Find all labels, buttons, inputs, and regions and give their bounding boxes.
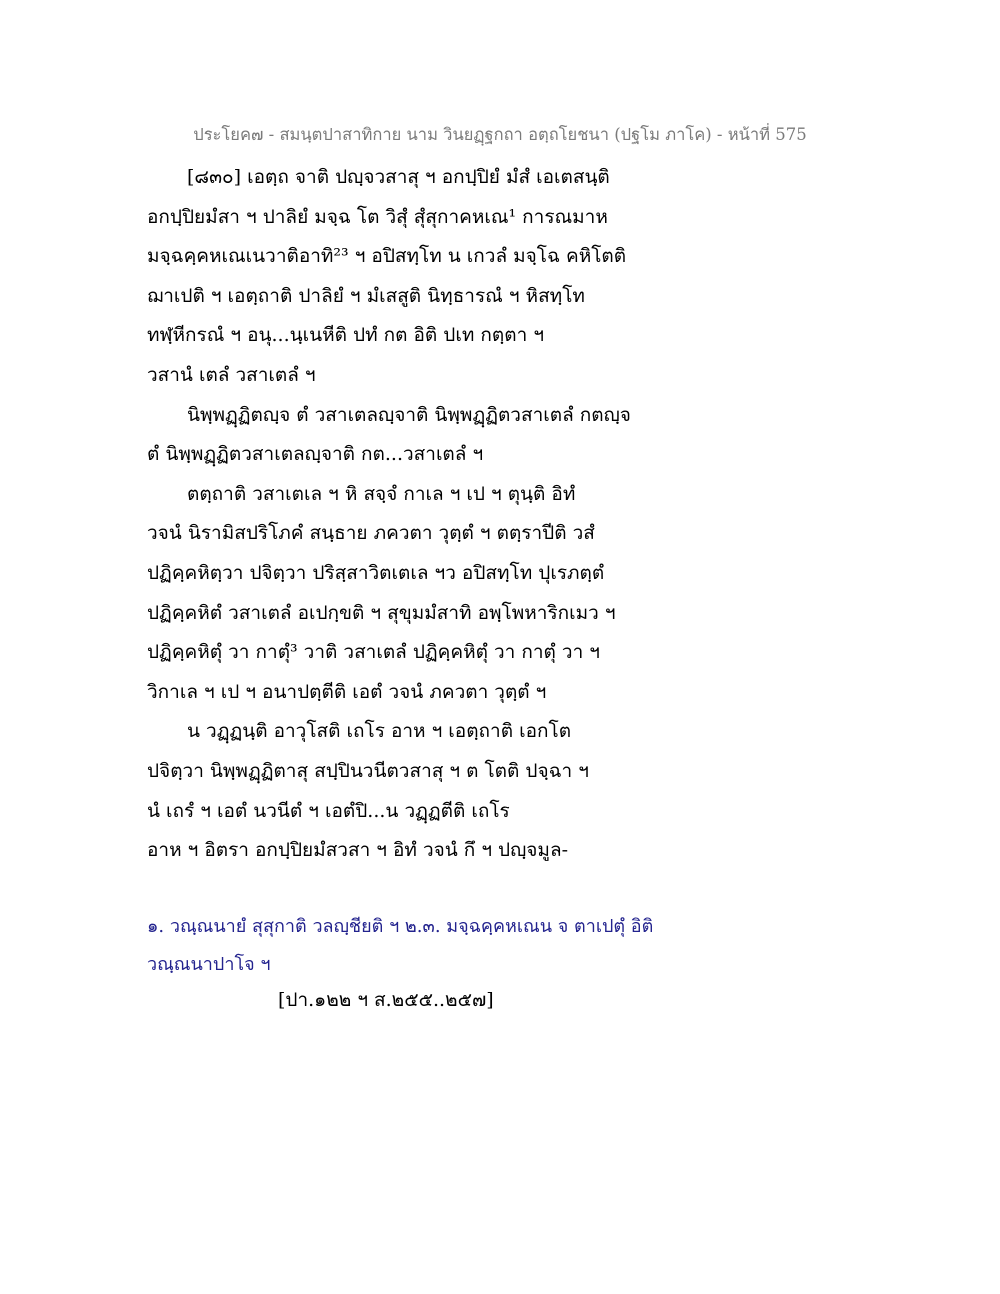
text-line: ปฏิคฺคหิตฺวา ปจิตฺวา ปริสฺสาวิตเตเล ฯว อปิสทฺโท ปุเรภตฺตํ bbox=[147, 561, 605, 584]
text-line: ฌาเปติ ฯ เอตฺถาติ ปาลิยํ ฯ มํเสสูติ นิทฺธารณํ ฯ หิสทฺโท bbox=[147, 284, 585, 307]
text-line: [๘๓๐] เอตฺถ จาติ ปญฺจวสาสุ ฯ อกปฺปิยํ มํสํ เอเตสนฺติ bbox=[187, 166, 610, 188]
body-text bbox=[147, 158, 631, 871]
text-line: มจฺฉคฺคหเณเนวาติอาทิ²³ ฯ อปิสทฺโท น เกวลํ มจฺโฉ คหิโตติ bbox=[147, 245, 627, 268]
footnote-line: วณฺณนาปาโจ ฯ bbox=[147, 954, 271, 975]
page-reference: [ปา.๑๒๒ ฯ ส.๒๕๕..๒๕๗] bbox=[278, 989, 494, 1011]
text-line: ตตฺถาติ วสาเตเล ฯ หิ สจฺจํ กาเล ฯ เป ฯ ตุนฺติ อิทํ bbox=[187, 482, 576, 505]
text-line: นํ เถรํ ฯ เอตํ นวนีตํ ฯ เอตํปิ...น วฏฺฏตีติ เถโร bbox=[147, 799, 510, 822]
text-line: วิกาเล ฯ เป ฯ อนาปตฺตีติ เอตํ วจนํ ภควตา วุตฺตํ ฯ bbox=[147, 680, 547, 703]
text-line: วสานํ เตลํ วสาเตลํ ฯ bbox=[147, 363, 316, 386]
text-line: น วฏฺฏนฺติ อาวุโสติ เถโร อาห ฯ เอตฺถาติ เอกโต bbox=[187, 720, 572, 743]
text-line: ปฏิคฺคหิตุํ วา กาตุํ³ วาติ วสาเตลํ ปฏิคฺคหิตุํ วา กาตุํ วา ฯ bbox=[147, 641, 600, 664]
text-line: ทฬฺหีกรณํ ฯ อนุ...นฺเนหีติ ปทํ กต อิติ ปเท กตฺตา ฯ bbox=[147, 324, 544, 347]
footnotes bbox=[147, 908, 654, 984]
text-line: ปฏิคฺคหิตํ วสาเตลํ อเปกฺขติ ฯ สุขุมมํสาทิ อพฺโพหาริกเมว ฯ bbox=[147, 601, 616, 624]
text-line: วจนํ นิรามิสปริโภคํ สนฺธาย ภควตา วุตฺตํ ฯ ตตฺราปีติ วสํ bbox=[147, 522, 595, 545]
text-line: นิพฺพฏฺฏิตญฺจ ตํ วสาเตลญฺจาติ นิพฺพฏฺฏิตวสาเตลํ กตญฺจ bbox=[187, 403, 631, 426]
text-line: อาห ฯ อิตรา อกปฺปิยมํสวสา ฯ อิทํ วจนํ กึ ฯ ปญฺจมูล- bbox=[147, 839, 569, 862]
text-line: ปจิตฺวา นิพฺพฏฺฏิตาสุ สปฺปินวนีตวสาสุ ฯ ต โตติ ปจฺฉา ฯ bbox=[147, 759, 589, 782]
text-line: ตํ นิพฺพฏฺฏิตวสาเตลญฺจาติ กต...วสาเตลํ ฯ bbox=[147, 443, 484, 466]
running-header: ประโยค๗ - สมนฺตปาสาทิกาย นาม วินยฏฺฐกถา อตฺถโยชนา (ปฐโม ภาโค) - หน้าที่ 575 bbox=[193, 125, 807, 144]
footnote-line: ๑. วณฺณนายํ สุสุกาติ วลญฺชียติ ฯ ๒.๓. มจฺฉคฺคหเณน จ ตาเปตุํ อิติ bbox=[147, 916, 654, 937]
text-line: อกปฺปิยมํสา ฯ ปาลิยํ มจฺฉ โต วิสุํ สุํสุกาคหเณ¹ การณมาห bbox=[147, 205, 608, 228]
